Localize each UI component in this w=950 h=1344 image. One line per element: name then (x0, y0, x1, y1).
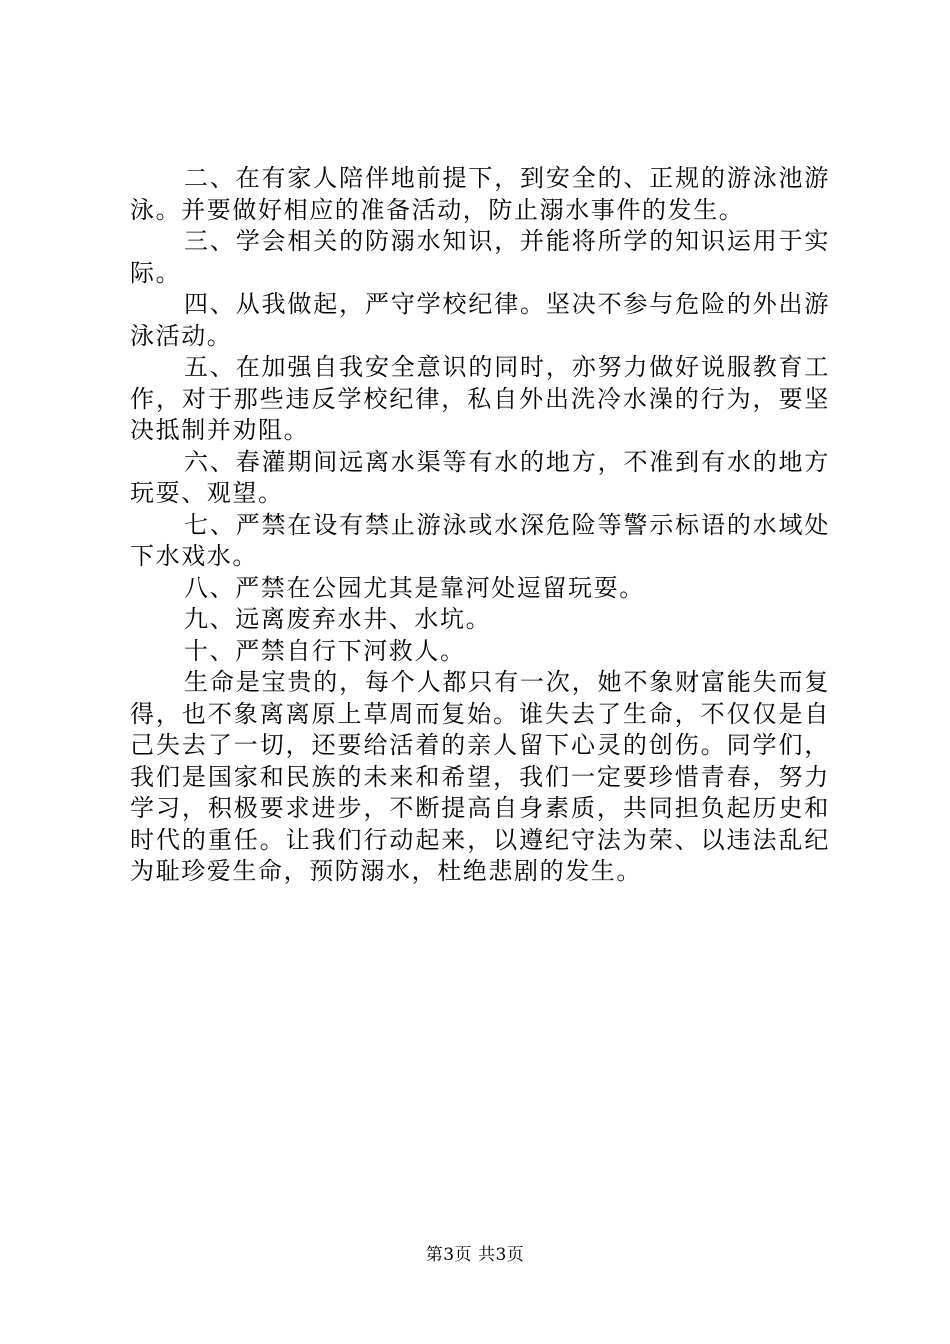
paragraph-item-4: 四、从我做起，严守学校纪律。坚决不参与危险的外出游泳活动。 (130, 290, 830, 350)
page-number: 第3页 共3页 (425, 1245, 525, 1265)
paragraph-item-8: 八、严禁在公园尤其是靠河处逗留玩耍。 (184, 573, 645, 602)
paragraph-item-10: 十、严禁自行下河救人。 (184, 636, 466, 665)
page-footer (0, 1244, 950, 1266)
closing-paragraph: 生命是宝贵的，每个人都只有一次，她不象财富能失而复得，也不象离离原上草周而复始。谁失去了生命，不仅仅是自己失去了一切，还要给活着的亲人留下心灵的创伤。同学们，我们是国家和民族的未来和希望，我们一定要珍惜青春，努力学习，积极要求进步，不断提高自身素质，共同担负起历史和时代的重任。让我们行动起来，以遵纪守法为荣、以违法乱纪为耻珍爱生命，预防溺水，杜绝悲剧的发生。 (130, 668, 830, 885)
paragraph-item-9: 九、远离废弃水井、水坑。 (184, 605, 492, 633)
paragraph-item-2: 二、在有家人陪伴地前提下，到安全的、正规的游泳池游泳。并要做好相应的准备活动，防止溺水事件的发生。 (130, 164, 830, 224)
paragraph-item-3: 三、学会相关的防溺水知识，并能将所学的知识运用于实际。 (130, 227, 830, 287)
document-body (130, 163, 830, 888)
paragraph-item-6: 六、春灌期间远离水渠等有水的地方，不准到有水的地方玩耍、观望。 (130, 447, 830, 507)
paragraph-item-7: 七、严禁在设有禁止游泳或水深危险等警示标语的水域处下水戏水。 (130, 510, 830, 570)
paragraph-item-5: 五、在加强自我安全意识的同时，亦努力做好说服教育工作，对于那些违反学校纪律，私自外出洗冷水澡的行为，要坚决抵制并劝阻。 (130, 353, 830, 444)
